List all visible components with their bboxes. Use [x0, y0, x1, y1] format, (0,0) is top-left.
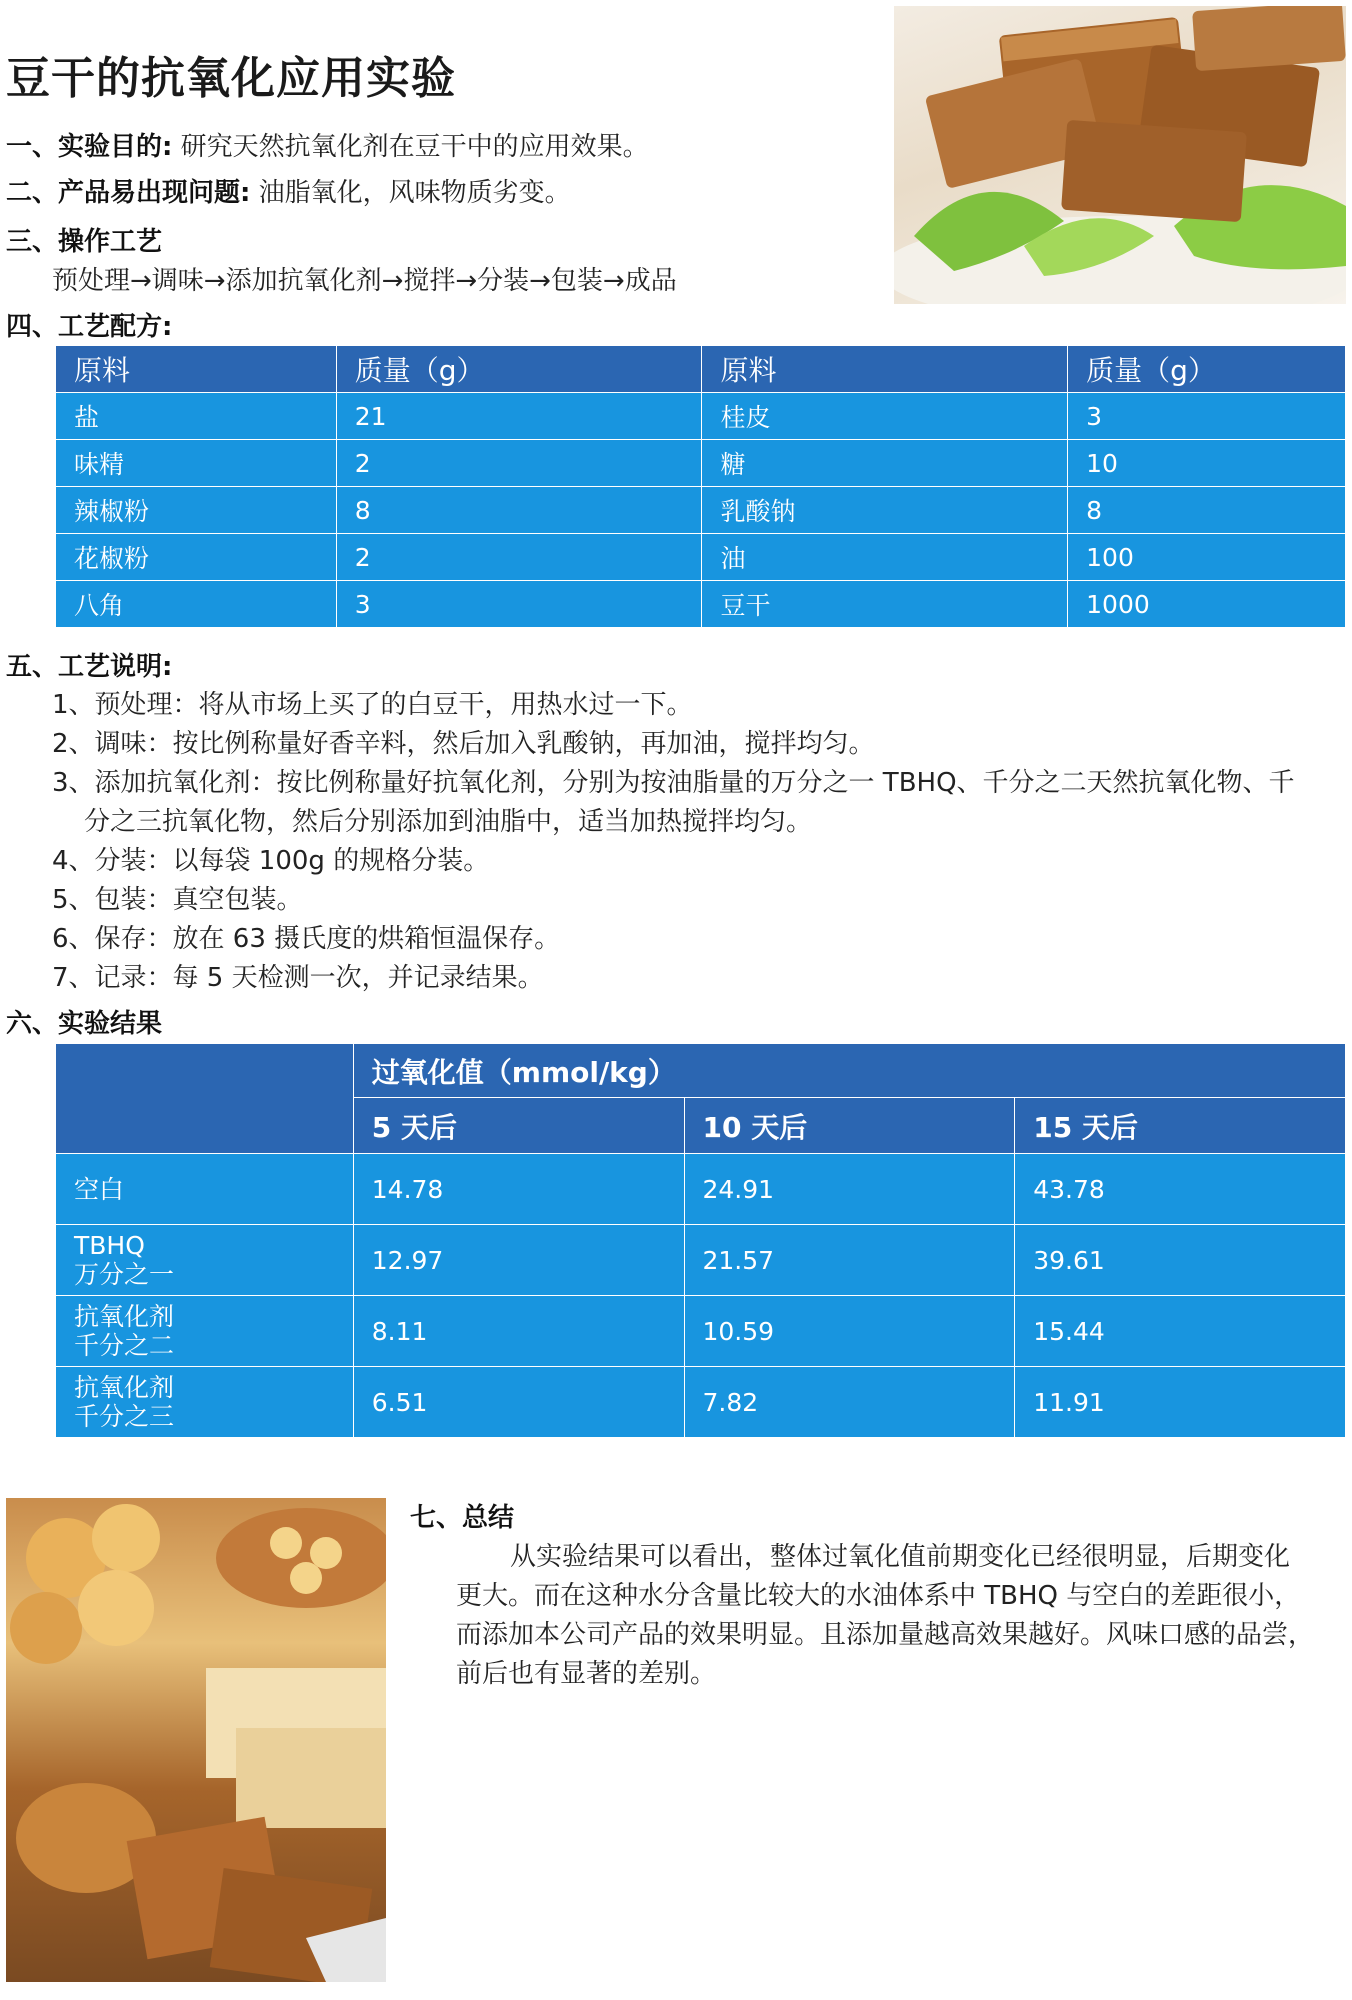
results-corner-cell	[56, 1044, 354, 1154]
recipe-cell: 乳酸钠	[702, 487, 1068, 534]
recipe-cell: 花椒粉	[56, 534, 337, 581]
recipe-cell: 8	[336, 487, 702, 534]
results-row-label	[56, 1367, 354, 1438]
note-item: 3、添加抗氧化剂：按比例称量好抗氧化剂，分别为按油脂量的万分之一 TBHQ、千分之二天然抗氧化物、千	[52, 768, 1295, 798]
results-cell: 14.78	[353, 1154, 684, 1225]
results-row-label-line1: TBHQ	[74, 1231, 145, 1260]
results-table	[55, 1043, 1346, 1438]
results-row-label-line1: 抗氧化剂	[74, 1302, 175, 1331]
results-col-header: 15 天后	[1015, 1098, 1346, 1154]
recipe-cell: 八角	[56, 581, 337, 628]
results-cell: 6.51	[353, 1367, 684, 1438]
summary-line: 从实验结果可以看出，整体过氧化值前期变化已经很明显，后期变化	[510, 1542, 1291, 1572]
recipe-cell: 10	[1068, 440, 1346, 487]
results-group-header: 过氧化值（mmol/kg）	[353, 1044, 1345, 1098]
table-row	[56, 1225, 1346, 1296]
results-cell: 24.91	[684, 1154, 1015, 1225]
section-purpose	[6, 126, 649, 163]
table-row	[56, 534, 1346, 581]
section-problem	[6, 172, 571, 209]
table-row	[56, 581, 1346, 628]
results-cell: 8.11	[353, 1296, 684, 1367]
table-row	[56, 440, 1346, 487]
dried-tofu-photo	[894, 6, 1346, 304]
recipe-cell: 辣椒粉	[56, 487, 337, 534]
recipe-cell: 1000	[1068, 581, 1346, 628]
results-group-header-row	[56, 1044, 1346, 1098]
note-item: 分之三抗氧化物，然后分别添加到油脂中，适当加热搅拌均匀。	[84, 807, 813, 837]
section-process-text: 预处理→调味→添加抗氧化剂→搅拌→分装→包装→成品	[52, 266, 677, 296]
results-row-label-line1: 空白	[74, 1174, 125, 1204]
section-problem-label: 二、产品易出现问题:	[6, 178, 251, 208]
note-item: 2、调味：按比例称量好香辛料，然后加入乳酸钠，再加油，搅拌均匀。	[52, 729, 875, 759]
recipe-cell: 盐	[56, 393, 337, 440]
recipe-cell: 8	[1068, 487, 1346, 534]
note-item: 5、包装：真空包装。	[52, 885, 303, 915]
recipe-cell: 3	[336, 581, 702, 628]
note-item: 6、保存：放在 63 摄氏度的烘箱恒温保存。	[52, 924, 561, 954]
recipe-header-cell: 原料	[702, 346, 1068, 393]
section-purpose-label: 一、实验目的:	[6, 132, 173, 162]
results-row-label	[56, 1296, 354, 1367]
section-notes-label: 五、工艺说明:	[6, 652, 173, 682]
results-cell: 39.61	[1015, 1225, 1346, 1296]
recipe-header-cell: 质量（g）	[336, 346, 702, 393]
recipe-cell: 桂皮	[702, 393, 1068, 440]
recipe-header-cell: 原料	[56, 346, 337, 393]
results-row-label	[56, 1225, 354, 1296]
section-problem-text: 油脂氧化，风味物质劣变。	[258, 178, 571, 208]
recipe-header-cell: 质量（g）	[1068, 346, 1346, 393]
results-col-header: 5 天后	[353, 1098, 684, 1154]
results-row-label-line2: 千分之三	[74, 1402, 175, 1431]
section-purpose-text: 研究天然抗氧化剂在豆干中的应用效果。	[180, 132, 649, 162]
results-row-label-line1: 抗氧化剂	[74, 1373, 175, 1402]
table-row	[56, 393, 1346, 440]
results-cell: 7.82	[684, 1367, 1015, 1438]
results-cell: 21.57	[684, 1225, 1015, 1296]
recipe-table	[55, 345, 1346, 628]
page-title: 豆干的抗氧化应用实验	[6, 53, 456, 104]
results-cell: 10.59	[684, 1296, 1015, 1367]
tofu-products-photo	[6, 1498, 386, 1982]
recipe-cell: 100	[1068, 534, 1346, 581]
table-row	[56, 1296, 1346, 1367]
recipe-header-row	[56, 346, 1346, 393]
results-row-label-line2: 千分之二	[74, 1331, 175, 1360]
section-results-label: 六、实验结果	[6, 1009, 163, 1039]
recipe-cell: 3	[1068, 393, 1346, 440]
summary-line: 更大。而在这种水分含量比较大的水油体系中 TBHQ 与空白的差距很小，	[456, 1581, 1301, 1611]
section-process-label: 三、操作工艺	[6, 227, 163, 257]
results-row-label-line2: 万分之一	[74, 1260, 175, 1289]
summary-line: 前后也有显著的差别。	[456, 1659, 717, 1689]
note-item: 4、分装：以每袋 100g 的规格分装。	[52, 846, 490, 876]
results-cell: 11.91	[1015, 1367, 1346, 1438]
recipe-cell: 2	[336, 534, 702, 581]
section-recipe-label: 四、工艺配方:	[6, 312, 173, 342]
results-row-label	[56, 1154, 354, 1225]
table-row	[56, 487, 1346, 534]
recipe-cell: 味精	[56, 440, 337, 487]
results-cell: 12.97	[353, 1225, 684, 1296]
recipe-cell: 豆干	[702, 581, 1068, 628]
table-row	[56, 1154, 1346, 1225]
section-summary-label: 七、总结	[410, 1503, 515, 1533]
recipe-cell: 糖	[702, 440, 1068, 487]
recipe-cell: 油	[702, 534, 1068, 581]
recipe-cell: 2	[336, 440, 702, 487]
results-cell: 15.44	[1015, 1296, 1346, 1367]
note-item: 7、记录：每 5 天检测一次，并记录结果。	[52, 963, 544, 993]
summary-line: 而添加本公司产品的效果明显。且添加量越高效果越好。风味口感的品尝，	[456, 1620, 1315, 1650]
results-col-header: 10 天后	[684, 1098, 1015, 1154]
table-row	[56, 1367, 1346, 1438]
results-cell: 43.78	[1015, 1154, 1346, 1225]
note-item: 1、预处理：将从市场上买了的白豆干，用热水过一下。	[52, 690, 693, 720]
recipe-cell: 21	[336, 393, 702, 440]
